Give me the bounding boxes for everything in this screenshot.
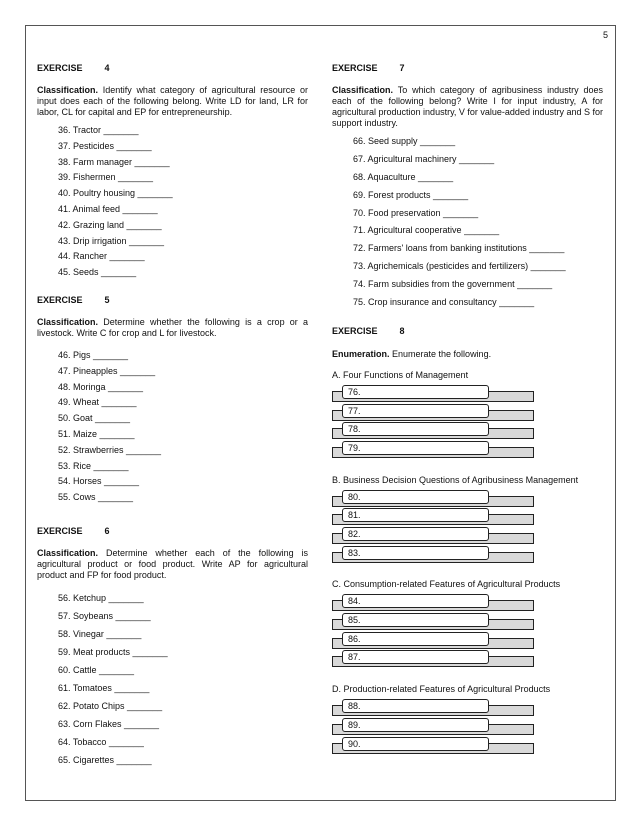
exercise-8 — [332, 326, 603, 755]
exercise-7-title: EXERCISE 7 — [332, 63, 405, 73]
exercise-7-instructions: Classification. To which category of agribusiness industry does each of the following belong? Write I for input industry, A for agricultural production industry, V for value-added industry and S for support industry. — [332, 85, 603, 128]
page-number: 5 — [602, 30, 608, 40]
question-item: 58. Vinegar _______ — [58, 628, 142, 639]
answer-box[interactable]: 85. — [342, 613, 489, 627]
question-item: 48. Moringa _______ — [58, 381, 144, 392]
answer-slot — [332, 385, 603, 404]
answer-slot — [332, 699, 603, 718]
question-item: 61. Tomatoes _______ — [58, 682, 150, 693]
answer-box[interactable]: 87. — [342, 650, 489, 664]
question-item: 38. Farm manager _______ — [58, 156, 170, 167]
group-d-heading: D. Production-related Features of Agricultural Products — [332, 684, 551, 695]
question-item: 59. Meat products _______ — [58, 646, 168, 657]
answer-box[interactable]: 81. — [342, 508, 489, 522]
answer-box[interactable]: 78. — [342, 422, 489, 436]
question-item: 62. Potato Chips _______ — [58, 700, 163, 711]
question-item: 50. Goat _______ — [58, 413, 131, 424]
answer-slot — [332, 422, 603, 441]
group-c-heading: C. Consumption-related Features of Agricultural Products — [332, 579, 561, 590]
left-column — [37, 63, 308, 769]
answer-box[interactable]: 90. — [342, 737, 489, 751]
answer-slot — [332, 490, 603, 509]
answer-box[interactable]: 83. — [342, 546, 489, 560]
question-item: 72. Farmers' loans from banking institutions _______ — [353, 243, 565, 254]
answer-slot — [332, 404, 603, 423]
answer-box[interactable]: 80. — [342, 490, 489, 504]
question-item: 54. Horses _______ — [58, 476, 140, 487]
exercise-4-title: EXERCISE 4 — [37, 63, 110, 73]
group-d-answers — [332, 699, 603, 755]
right-column — [332, 63, 603, 755]
question-item: 69. Forest products _______ — [353, 189, 469, 200]
question-item: 36. Tractor _______ — [58, 125, 139, 135]
question-item: 52. Strawberries _______ — [58, 444, 162, 455]
exercise-6-instructions: Classification. Determine whether each of the following is agricultural product or food product. Write AP for agricultural product and FP for food product. — [37, 547, 308, 580]
answer-box[interactable]: 77. — [342, 404, 489, 418]
group-a-answers — [332, 385, 603, 460]
exercise-4-instructions: Classification. Identify what category of agricultural resource or input does each of the following belong. Write LD for land, LR for labor, CL for capital and EP for entrepreneurship. — [37, 85, 308, 117]
question-item: 66. Seed supply _______ — [353, 136, 456, 146]
question-item: 46. Pigs _______ — [58, 349, 129, 360]
question-item: 41. Animal feed _______ — [58, 203, 158, 214]
question-item: 68. Aquaculture _______ — [353, 171, 454, 182]
question-item: 71. Agricultural cooperative _______ — [353, 225, 500, 236]
question-item: 37. Pesticides _______ — [58, 140, 152, 151]
question-item: 73. Agrichemicals (pesticides and fertilizers) _______ — [353, 261, 566, 272]
question-item: 47. Pineapples _______ — [58, 365, 156, 376]
exercise-6 — [37, 526, 308, 769]
question-item: 43. Drip irrigation _______ — [58, 235, 165, 246]
answer-box[interactable]: 89. — [342, 718, 489, 732]
answer-slot — [332, 650, 603, 669]
question-item: 45. Seeds _______ — [58, 267, 137, 278]
question-item: 67. Agricultural machinery _______ — [353, 153, 495, 164]
question-item: 40. Poultry housing _______ — [58, 188, 173, 199]
question-item: 51. Maize _______ — [58, 428, 135, 439]
exercise-4 — [37, 63, 308, 281]
exercise-5-items — [58, 348, 308, 506]
question-item: 65. Cigarettes _______ — [58, 754, 152, 765]
question-item: 53. Rice _______ — [58, 460, 129, 471]
group-b-answers — [332, 490, 603, 565]
exercise-5 — [37, 295, 308, 506]
answer-slot — [332, 594, 603, 613]
answer-box[interactable]: 76. — [342, 385, 489, 399]
answer-slot — [332, 546, 603, 565]
answer-box[interactable]: 82. — [342, 527, 489, 541]
question-item: 75. Crop insurance and consultancy _______ — [353, 297, 535, 308]
exercise-4-items — [58, 123, 308, 281]
exercise-7 — [332, 63, 603, 312]
answer-slot — [332, 737, 603, 756]
answer-slot — [332, 718, 603, 737]
exercise-7-items — [353, 133, 603, 312]
answer-slot — [332, 508, 603, 527]
answer-slot — [332, 632, 603, 651]
question-item: 39. Fishermen _______ — [58, 172, 154, 183]
question-item: 57. Soybeans _______ — [58, 610, 151, 621]
answer-slot — [332, 441, 603, 460]
question-item: 63. Corn Flakes _______ — [58, 718, 160, 729]
exercise-5-title: EXERCISE 5 — [37, 294, 110, 305]
answer-slot — [332, 613, 603, 632]
answer-box[interactable]: 88. — [342, 699, 489, 713]
group-a-heading: A. Four Functions of Management — [332, 369, 469, 380]
exercise-5-instructions: Classification. Determine whether the following is a crop or a livestock. Write C for crop and L for livestock. — [37, 316, 308, 338]
exercise-8-title: EXERCISE 8 — [332, 325, 405, 336]
exercise-6-items — [58, 589, 308, 769]
answer-box[interactable]: 86. — [342, 632, 489, 646]
answer-box[interactable]: 84. — [342, 594, 489, 608]
question-item: 42. Grazing land _______ — [58, 219, 162, 230]
question-item: 55. Cows _______ — [58, 492, 134, 503]
question-item: 44. Rancher _______ — [58, 251, 145, 262]
exercise-6-title: EXERCISE 6 — [37, 525, 110, 536]
question-item: 60. Cattle _______ — [58, 664, 135, 675]
question-item: 70. Food preservation _______ — [353, 207, 479, 218]
group-b-heading: B. Business Decision Questions of Agribusiness Management — [332, 474, 579, 485]
exercise-8-instructions: Enumeration. Enumerate the following. — [332, 348, 492, 359]
question-item: 49. Wheat _______ — [58, 397, 137, 408]
question-item: 64. Tobacco _______ — [58, 736, 144, 747]
group-c-answers — [332, 594, 603, 669]
answer-slot — [332, 527, 603, 546]
answer-box[interactable]: 79. — [342, 441, 489, 455]
question-item: 74. Farm subsidies from the government _______ — [353, 279, 553, 290]
question-item: 56. Ketchup _______ — [58, 592, 144, 603]
